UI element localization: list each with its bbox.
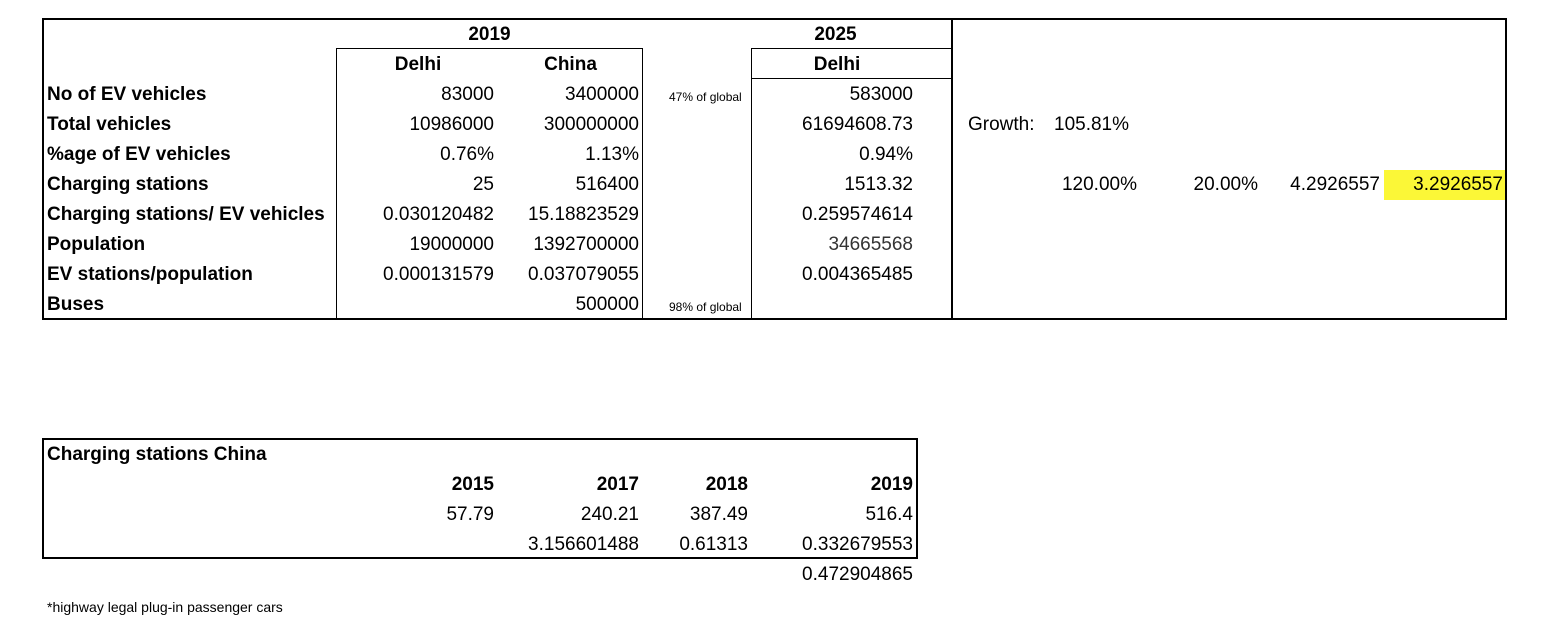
side-value-3: 4.2926557: [1290, 174, 1380, 195]
china-extra-value: 0.472904865: [802, 564, 913, 585]
note-ev-global: 47% of global: [669, 90, 742, 104]
cell-delhi-2025: 61694608.73: [802, 114, 913, 135]
cell-delhi: 0.000131579: [383, 264, 494, 285]
col-header-china: China: [544, 54, 597, 75]
cell-delhi-2025: [752, 290, 913, 320]
side-value-1: 120.00%: [1061, 174, 1137, 195]
col-header-delhi-2025: Delhi: [813, 54, 861, 75]
china-growth-cell: 0.332679553: [802, 534, 913, 555]
row-label: Total vehicles: [47, 114, 172, 135]
note-buses-global: 98% of global: [669, 300, 742, 314]
china-growth-cell: 3.156601488: [528, 534, 639, 555]
side-value-2: 20.00%: [1193, 174, 1258, 195]
cell-delhi-2025: 1513.32: [844, 174, 913, 195]
footnote: *highway legal plug-in passenger cars: [47, 599, 283, 615]
cell-china: 1.13%: [585, 144, 639, 165]
cell-delhi: 0.030120482: [383, 204, 494, 225]
row-label: EV stations/population: [47, 264, 253, 285]
row-label: Population: [47, 234, 146, 255]
side-value-4-highlighted: 3.2926557: [1384, 170, 1505, 200]
china-value-cell: 516.4: [865, 504, 913, 525]
cell-china: 500000: [575, 294, 639, 315]
row-label: Buses: [47, 294, 105, 315]
growth-label: Growth:: [968, 114, 1035, 135]
cell-delhi-2025: 0.004365485: [802, 264, 913, 285]
china-value-cell: 57.79: [446, 504, 494, 525]
china-table-border-left: [42, 438, 44, 559]
cell-delhi-2025: 34665568: [828, 234, 913, 255]
year-2025-header: 2025: [814, 24, 857, 45]
china-year-header: 2018: [705, 474, 748, 495]
cell-delhi: 19000000: [409, 234, 494, 255]
col-divider-china: [642, 48, 643, 320]
row-label: Charging stations: [47, 174, 209, 195]
row-label: %age of EV vehicles: [47, 144, 231, 165]
china-year-header: 2019: [870, 474, 913, 495]
main-table-border-right: [1505, 18, 1507, 320]
china-year-header: 2015: [451, 474, 494, 495]
cell-delhi: 10986000: [409, 114, 494, 135]
year-2019-header: 2019: [468, 24, 511, 45]
cell-delhi: 25: [472, 174, 494, 195]
china-growth-cell: 0.61313: [679, 534, 748, 555]
china-year-header: 2017: [596, 474, 639, 495]
cell-delhi: [337, 290, 494, 320]
china-value-cell: 387.49: [689, 504, 748, 525]
china-table-title: Charging stations China: [47, 444, 267, 465]
row-label: No of EV vehicles: [47, 84, 207, 105]
main-table-border-left: [42, 18, 44, 320]
cell-delhi-2025: 583000: [849, 84, 913, 105]
cell-china: 300000000: [543, 114, 639, 135]
cell-delhi: 83000: [441, 84, 494, 105]
cell-china: 3400000: [565, 84, 639, 105]
cell-china: 0.037079055: [528, 264, 639, 285]
cell-delhi: 0.76%: [440, 144, 494, 165]
china-value-cell: 240.21: [580, 504, 639, 525]
cell-delhi-2025: 0.259574614: [802, 204, 913, 225]
col-header-delhi: Delhi: [394, 54, 442, 75]
growth-value: 105.81%: [1054, 114, 1130, 135]
cell-china: 1392700000: [533, 234, 639, 255]
cell-china: 15.18823529: [528, 204, 639, 225]
main-table-divider-2025: [951, 18, 953, 320]
china-table-border-right: [916, 438, 918, 559]
row-label: Charging stations/ EV vehicles: [47, 204, 325, 225]
cell-china: 516400: [575, 174, 639, 195]
cell-delhi-2025: 0.94%: [859, 144, 913, 165]
